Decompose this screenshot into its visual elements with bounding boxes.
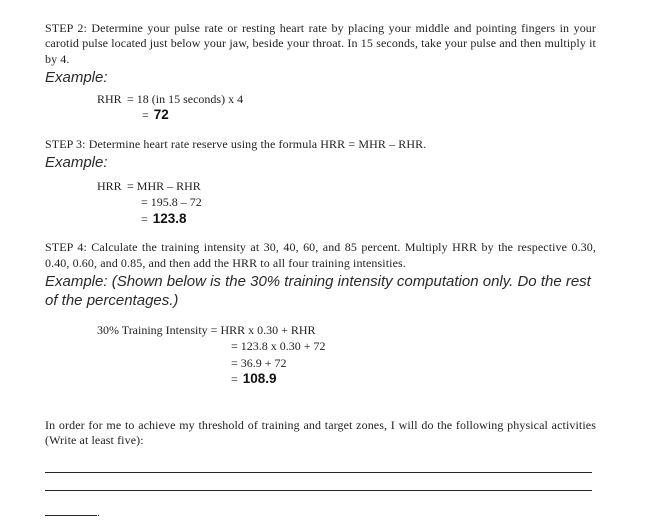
step2-calc-lhs: RHR: [97, 91, 122, 106]
step4-calc-row-3: = 36.9 + 72: [231, 355, 287, 370]
step4-result-value: 108.9: [242, 371, 277, 387]
answer-blank-line-1: [45, 472, 592, 473]
step3-paragraph: STEP 3: Determine heart rate reserve using the formula HRR = MHR – RHR.: [45, 136, 427, 151]
step2-paragraph: STEP 2: Determine your pulse rate or resting heart rate by placing your middle and pointing fingers in your carotid pulse located just below your jaw, beside your throat. In 15 seconds, take your pulse and then multiply it by 4.: [45, 21, 596, 66]
closing-paragraph: In order for me to achieve my threshold of training and target zones, I will do the following physical activities (Write at least five):: [45, 417, 596, 448]
step3-calc-row-1: [97, 178, 596, 195]
answer-blank-line-2: [45, 490, 592, 491]
step3-calc-row-2: = 195.8 – 72: [141, 195, 202, 210]
step4-calc-row-2: = 123.8 x 0.30 + 72: [231, 339, 326, 354]
answer-short-line-row: [45, 504, 596, 520]
step3-result-value: 123.8: [152, 210, 187, 226]
step3-calc-result-row: [141, 211, 596, 228]
step4-calc: [45, 322, 596, 388]
step2-calc-result-row: [142, 107, 596, 124]
step2-result-equals: =: [142, 108, 149, 123]
step3-calc: [45, 178, 596, 228]
step4-calc-row-1: 30% Training Intensity = HRR x 0.30 + RHR: [97, 322, 316, 337]
step2-calc-row-1: [97, 91, 596, 108]
closing-period: .: [97, 504, 100, 519]
step2-example-label: Example:: [45, 69, 108, 87]
step4-paragraph: STEP 4: Calculate the training intensity at 30, 40, 60, and 85 percent. Multiply HRR by the respective 0.30, 0.40, 0.60, and 0.85, and then add the HRR to all four training intensities.: [45, 240, 596, 270]
step2-calc-expression: = 18 (in 15 seconds) x 4: [127, 91, 244, 106]
step4-example-label: Example: (Shown below is the 30% training intensity computation only. Do the rest of the percentages.): [45, 272, 591, 310]
step3-example-label: Example:: [45, 154, 108, 172]
step2-result-value: 72: [153, 107, 169, 123]
step2-calc: [45, 91, 596, 124]
step3-calc-expression: = MHR – RHR: [127, 178, 201, 193]
step4-result-equals: =: [231, 372, 238, 387]
answer-blank-line-short: [45, 515, 97, 516]
step4-calc-result-row: [231, 371, 596, 388]
step3-calc-lhs: HRR: [97, 178, 122, 193]
step3-result-equals: =: [141, 211, 148, 226]
